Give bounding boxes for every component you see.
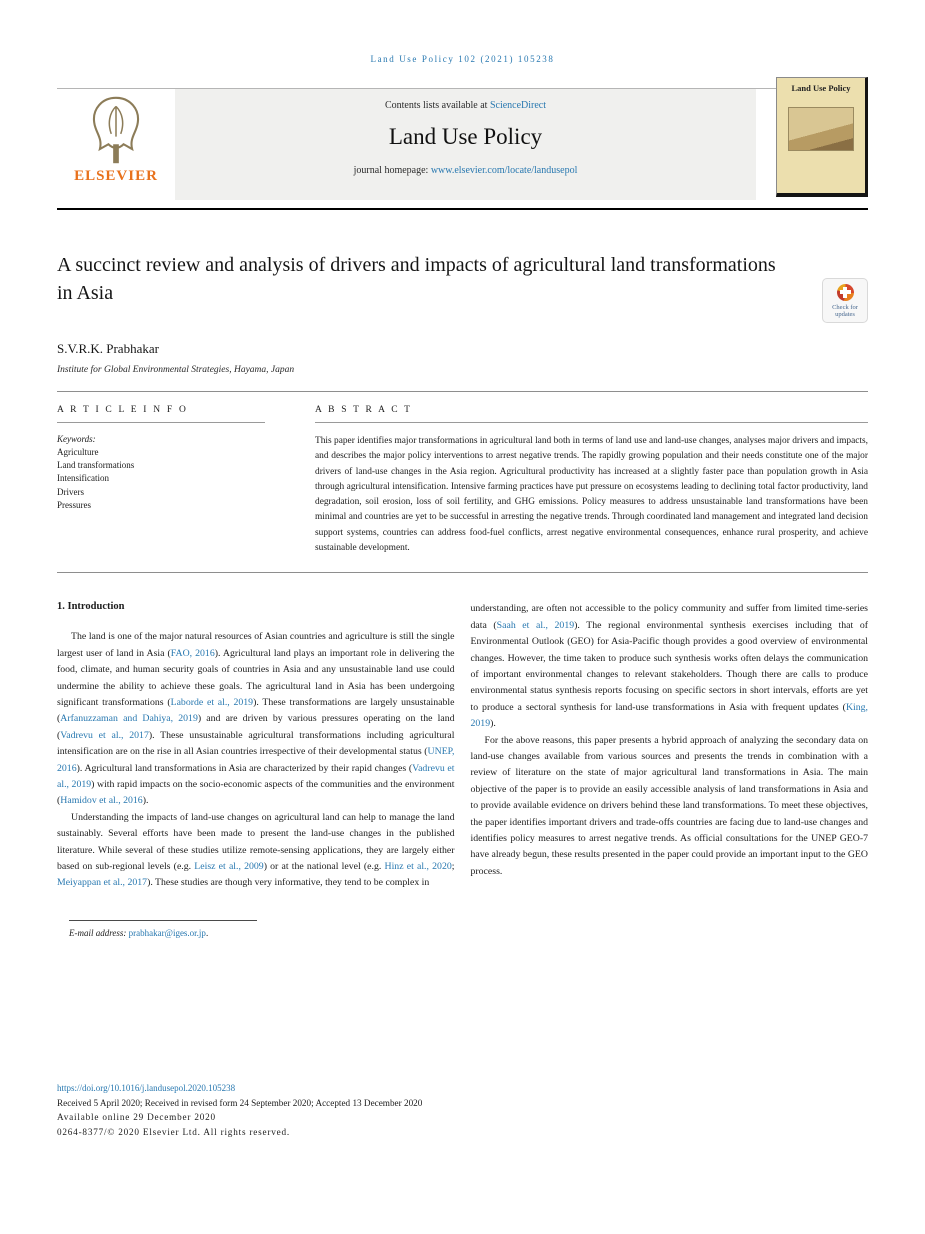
body-text: ). These unsustainable agricultural transformations including agricultural intensification are on the rise in all Asian countries irrespective of their developmental status ( xyxy=(57,729,455,758)
citation-link[interactable]: King, 2019 xyxy=(470,701,868,730)
contents-line xyxy=(183,100,748,111)
footnote-rule xyxy=(69,920,257,921)
keyword-item: Land transformations xyxy=(57,460,135,471)
body-text: ). These studies are though very informative, they tend to be complex in xyxy=(147,877,430,889)
crossmark-icon xyxy=(837,284,854,301)
keywords-label: Keywords: xyxy=(57,434,96,444)
abstract-column xyxy=(315,405,868,556)
body-paragraph xyxy=(471,733,869,881)
author-affiliation: Institute for Global Environmental Strategies, Hayama, Japan xyxy=(57,365,295,375)
body-text: Understanding the impacts of land-use changes on agricultural land can help to manage the land sustainably. Several efforts have been made to present the land-use changes in the published literature. While several of these studies utilize remote-sensing applications, they are largely either based on sub-regional levels (e.g. xyxy=(57,811,455,873)
citation-link[interactable]: Saah et al., 2019 xyxy=(496,619,575,631)
bottom-meta-block xyxy=(57,1083,868,1137)
body-text: ) or at the national level (e.g. xyxy=(263,861,385,873)
body-text: ). Agricultural land transformations in Asia are characterized by their rapid changes ( xyxy=(76,762,413,774)
abstract-text: This paper identifies major transformations in agricultural land both in terms of land use and land-use changes, analyses major drivers and impacts, and describes the major policy interventions to arrest negative trends. The rapidly growing population and their needs constitute one of the major drivers of land-use changes in the Asia region. Agricultural productivity has increased at a slightly faster pace than population growth in Asia through agricultural intensification. Intensive farming practices have put pressure on ecosystems leading to declining total factor productivity, land degradation, soil erosion, loss of soil fertility, and GHG emissions. Policy measures to address unsustainable land transformations have been minimal and countries are yet to be successful in arresting the negative trends. Through coordinated land management and integrated land decision support systems, countries can address food-fuel conflicts, arrest negative environmental consequences, enhance rural prosperity, and achieve sustainable development. xyxy=(315,436,868,554)
body-paragraph xyxy=(57,810,455,892)
contents-prefix: Contents lists available at xyxy=(384,100,490,111)
elsevier-wordmark: ELSEVIER xyxy=(74,168,158,184)
issn-copyright: 0264-8377/© 2020 Elsevier Ltd. All rights reserved. xyxy=(57,1126,291,1137)
footnote-block xyxy=(57,920,868,938)
journal-cover-thumbnail[interactable] xyxy=(776,77,868,197)
homepage-prefix: journal homepage: xyxy=(353,165,431,176)
citation-link[interactable]: UNEP, 2016 xyxy=(57,746,455,774)
article-info-column xyxy=(57,405,265,556)
keyword-item: Intensification xyxy=(57,473,109,484)
body-text: The land is one of the major natural resources of Asian countries and agriculture is still the single largest user of land in Asia ( xyxy=(57,631,455,659)
homepage-line xyxy=(183,165,748,176)
citation-link[interactable]: Vadrevu et al., 2019 xyxy=(57,762,455,791)
doi-link[interactable]: https://doi.org/10.1016/j.landusepol.2020.105238 xyxy=(57,1083,236,1093)
article-body xyxy=(57,601,868,892)
check-updates-label: Check for updates xyxy=(832,303,858,318)
article-info-heading: A R T I C L E I N F O xyxy=(57,405,265,423)
sciencedirect-link[interactable]: ScienceDirect xyxy=(489,100,547,111)
body-text: ; xyxy=(451,861,455,873)
body-text: For the above reasons, this paper presents a hybrid approach of analyzing the secondary data on land-use changes available from various sources and presents the trends in combination with a review of literature on the state of major agricultural land transformations in Asia. The main objective of the paper is to provide an easily accessible analysis of land transformations in Asia and to provide available evidence on drivers behind these land transformations. To meet these objectives, the paper identifies important drivers and trade-offs countries are facing due to land-use changes and identifies policy measures to arrest negative trends. As official consultations for the UNEP GEO-7 have already begun, these results presented in the paper could provide an important input to the GEO process. xyxy=(470,734,868,877)
citation-link[interactable]: Leisz et al., 2009 xyxy=(194,861,264,873)
elsevier-logo[interactable] xyxy=(57,89,175,200)
body-text: ). Agricultural land plays an important role in delivering the food, climate, and human security goals of countries in Asia and any unsustainable land use could undermine the ability to achieve these goals. The agricultural land in Asia has been undergoing significant transformations ( xyxy=(57,647,455,708)
info-abstract-section xyxy=(57,391,868,573)
citation-link[interactable]: Meiyappan et al., 2017 xyxy=(57,877,148,889)
keyword-item: Agriculture xyxy=(57,447,99,457)
keyword-item: Pressures xyxy=(57,499,91,510)
body-paragraph xyxy=(471,601,869,732)
section-heading-introduction: 1. Introduction xyxy=(57,601,125,613)
journal-title: Land Use Policy xyxy=(388,124,543,149)
body-text: ) with rapid impacts on the socio-economic aspects of the communities and the environment ( xyxy=(57,779,455,807)
journal-header xyxy=(57,83,868,200)
email-line xyxy=(69,928,868,938)
citation-link[interactable]: Hamidov et al., 2016 xyxy=(60,795,143,807)
body-text: ) and are driven by various pressures operating on the land ( xyxy=(57,713,455,741)
journal-masthead xyxy=(175,89,756,200)
header-rule xyxy=(57,208,868,210)
available-online: Available online 29 December 2020 xyxy=(57,1112,216,1122)
elsevier-tree-icon xyxy=(85,95,147,167)
article-title: A succinct review and analysis of drivers and impacts of agricultural land transformations in Asia xyxy=(57,254,776,304)
homepage-url-link[interactable]: www.elsevier.com/locate/landusepol xyxy=(430,165,578,176)
check-for-updates-badge[interactable] xyxy=(822,278,868,323)
citation-link[interactable]: Vadrevu et al., 2017 xyxy=(60,729,149,741)
citation-link[interactable]: Arfanuzzaman and Dahiya, 2019 xyxy=(60,713,198,725)
keyword-item: Drivers xyxy=(57,486,84,497)
journal-citation: Land Use Policy 102 (2021) 105238 xyxy=(370,54,555,64)
cover-image xyxy=(788,107,854,151)
abstract-heading: A B S T R A C T xyxy=(315,405,868,423)
citation-link[interactable]: FAO, 2016 xyxy=(170,647,215,659)
body-text: ). xyxy=(142,795,149,807)
body-column-right xyxy=(471,601,869,892)
body-text: ). The regional environmental synthesis exercises including that of Environmental Outlook (GEO) for Asia-Pacific though provides a good overview of environmental changes. However, the time taken to produce such synthesis works often delays the communication of important environmental changes to relevant stakeholders. Though there are calls to produce environmental status synthesis reports focusing on specific sectors in short intervals, efforts are yet to produce a sectoral synthesis for land-use transformations in Asia with frequent updates ( xyxy=(470,619,868,713)
email-link[interactable]: prabhakar@iges.or.jp xyxy=(128,927,206,938)
keywords-list xyxy=(57,446,265,512)
email-suffix: . xyxy=(205,927,209,938)
received-dates: Received 5 April 2020; Received in revised form 24 September 2020; Accepted 13 December 2020 xyxy=(57,1097,423,1108)
citation-link[interactable]: Laborde et al., 2019 xyxy=(170,697,254,708)
title-block xyxy=(57,252,868,318)
author-name: S.V.R.K. Prabhakar xyxy=(57,341,159,356)
body-column-left xyxy=(57,601,455,892)
citation-link[interactable]: Hinz et al., 2020 xyxy=(384,861,452,873)
email-label: E-mail address: xyxy=(69,927,129,938)
body-text: understanding, are often not accessible to the policy community and suffer from limited time-series data ( xyxy=(470,603,868,631)
cover-title: Land Use Policy xyxy=(791,83,851,93)
body-text: ). xyxy=(490,718,496,730)
body-paragraph xyxy=(57,629,455,809)
body-text: ). These transformations are largely unsustainable ( xyxy=(57,697,455,725)
